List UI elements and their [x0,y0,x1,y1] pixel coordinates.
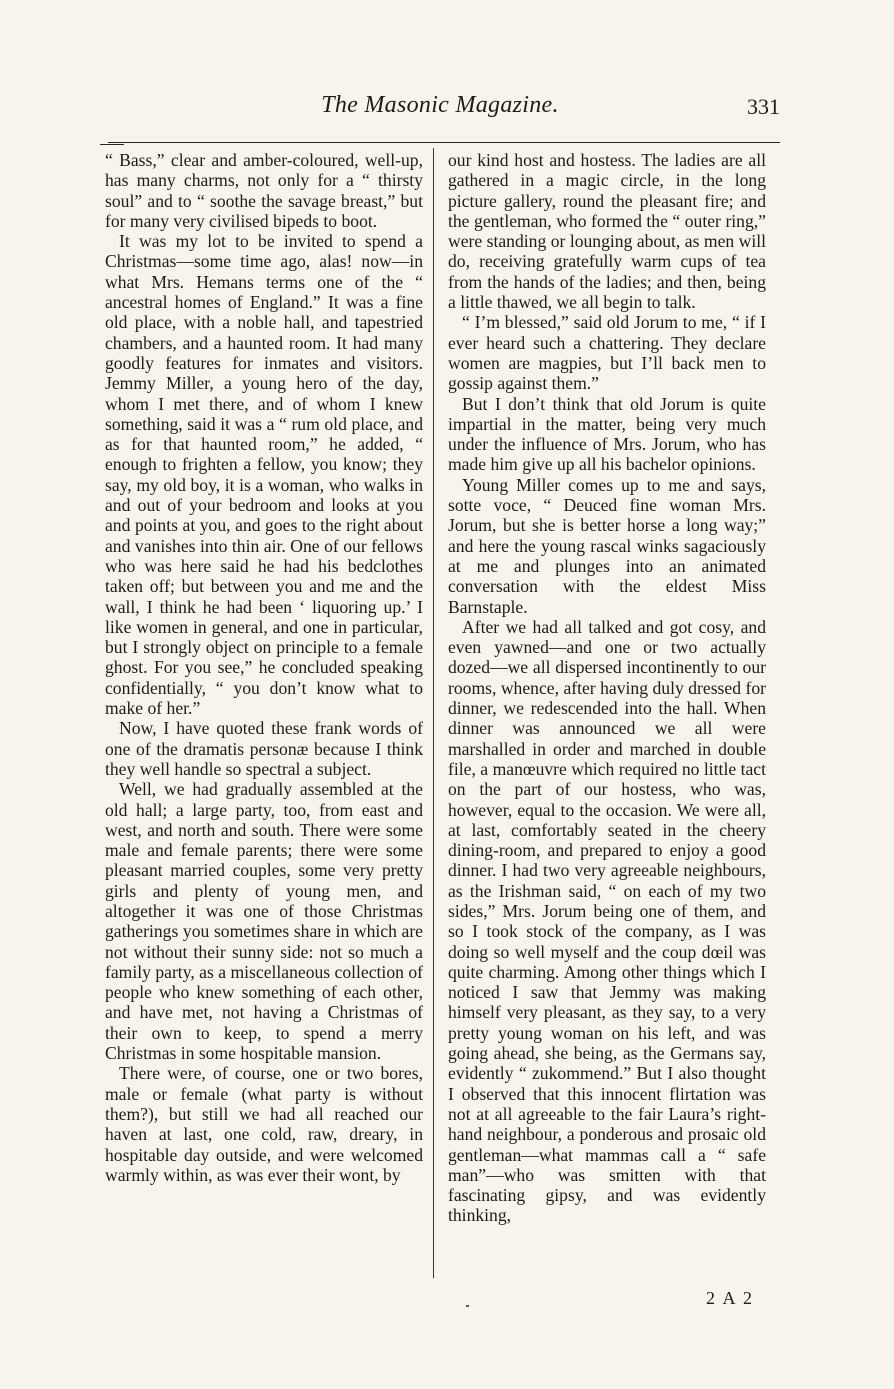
header-rule-tick [100,144,124,145]
header-rule [108,142,780,143]
paragraph: Well, we had gradually assembled at the old hall; a large party, too, from east and west, and north and south. There were some male and female parents; there were some pleasant married couples, some very pretty girls and plenty of young men, and altogether it was one of those Christmas gatherings you sometimes share in which are not without their sunny side: not so much a family party, as a miscellaneous collection of people who knew something of each other, and have met, not having a Christmas of their own to keep, to spend a merry Christmas in some hospitable mansion. [105,779,423,1064]
page-header [100,92,780,128]
paragraph: After we had all talked and got cosy, and even yawned—and one or two actually dozed—we all dispersed incontinently to our rooms, whence, after having duly dressed for dinner, we redescended into the hall. When dinner was announced we all were marshalled in order and marched in double file, a manœuvre which required no little tact on the part of our hostess, who was, however, equal to the occasion. We were all, at last, comfortably seated in the cheery dining-room, and prepared to enjoy a good dinner. I had two very agreeable neighbours, as the Irishman said, “ on each of my two sides,” Mrs. Jorum being one of them, and so I took stock of the company, as I was doing so well myself and the coup dœil was quite charming. Among other things which I noticed I saw that Jemmy was making himself very pleasant, as they say, to a very pretty young woman on his left, and was going ahead, she being, as the Germans say, evidently “ zukommend.” But I also thought I observed that this innocent flirtation was not at all agreeable to the fair Laura’s right-hand neighbour, a ponderous and prosaic old gentleman—what mammas call a “ safe man”—who was smitten with that fascinating gipsy, and was evidently thinking, [448,616,766,1226]
print-speck [466,1305,469,1307]
paragraph: It was my lot to be invited to spend a Christmas—some time ago, alas! now—in what Mrs. Hemans terms one of the “ ancestral homes of England.” It was a fine old place, with a noble hall, and tapestried chambers, and a haunted room. It had many goodly features for inmates and visitors. Jemmy Miller, a young hero of the day, whom I met there, and of whom I knew something, said it was a “ rum old place, and as for that haunted room,” he added, “ enough to frighten a fellow, you know; they say, my old boy, it is a woman, who walks in and out of your bedroom and looks at you and points at you, and goes to the right about and vanishes into thin air. One of our fellows who was here said he had his bedclothes taken off; but between you and me and the wall, I think he had been ‘ liquoring up.’ I like women in general, and one in particular, but I strongly object on principle to a female ghost. For you see,” he concluded speaking confidentially, “ you don’t know what to make of her.” [105,231,423,719]
paragraph: Young Miller comes up to me and says, sotte voce, “ Deuced fine woman Mrs. Jorum, but she is better horse a long way;” and here the young rascal winks sagaciously at me and plunges into an animated conversation with the eldest Miss Barnstaple. [448,474,766,617]
right-column [448,150,766,1226]
paragraph: There were, of course, one or two bores, male or female (what party is without them?), but still we had all reached our haven at last, one cold, raw, dreary, in hospitable day outside, and were welcomed warmly within, as was ever their wont, by [105,1063,423,1185]
signature-mark: 2 A 2 [706,1288,755,1308]
paragraph: our kind host and hostess. The ladies are all gathered in a magic circle, in the long picture gallery, round the pleasant fire; and the gentleman, who formed the “ outer ring,” were standing or lounging about, as men will do, receiving gratefully warm cups of tea from the hands of the ladies; and then, being a little thawed, we all begin to talk. [448,150,766,313]
page-number: 331 [747,94,780,119]
column-divider [433,148,434,1278]
running-title: The Masonic Magazine. [321,92,559,118]
paragraph: “ I’m blessed,” said old Jorum to me, “ if I ever heard such a chattering. They declare women are magpies, but I’ll back men to gossip against them.” [448,312,766,394]
paragraph: But I don’t think that old Jorum is quite impartial in the matter, being very much under the influence of Mrs. Jorum, who has made him give up all his bachelor opinions. [448,393,766,475]
left-column [105,150,423,1185]
paragraph: Now, I have quoted these frank words of one of the dramatis personæ because I think they well handle so spectral a subject. [105,718,423,779]
paragraph: “ Bass,” clear and amber-coloured, well-up, has many charms, not only for a “ thirsty soul” and to “ soothe the savage breast,” but for many very civilised bipeds to boot. [105,150,423,231]
